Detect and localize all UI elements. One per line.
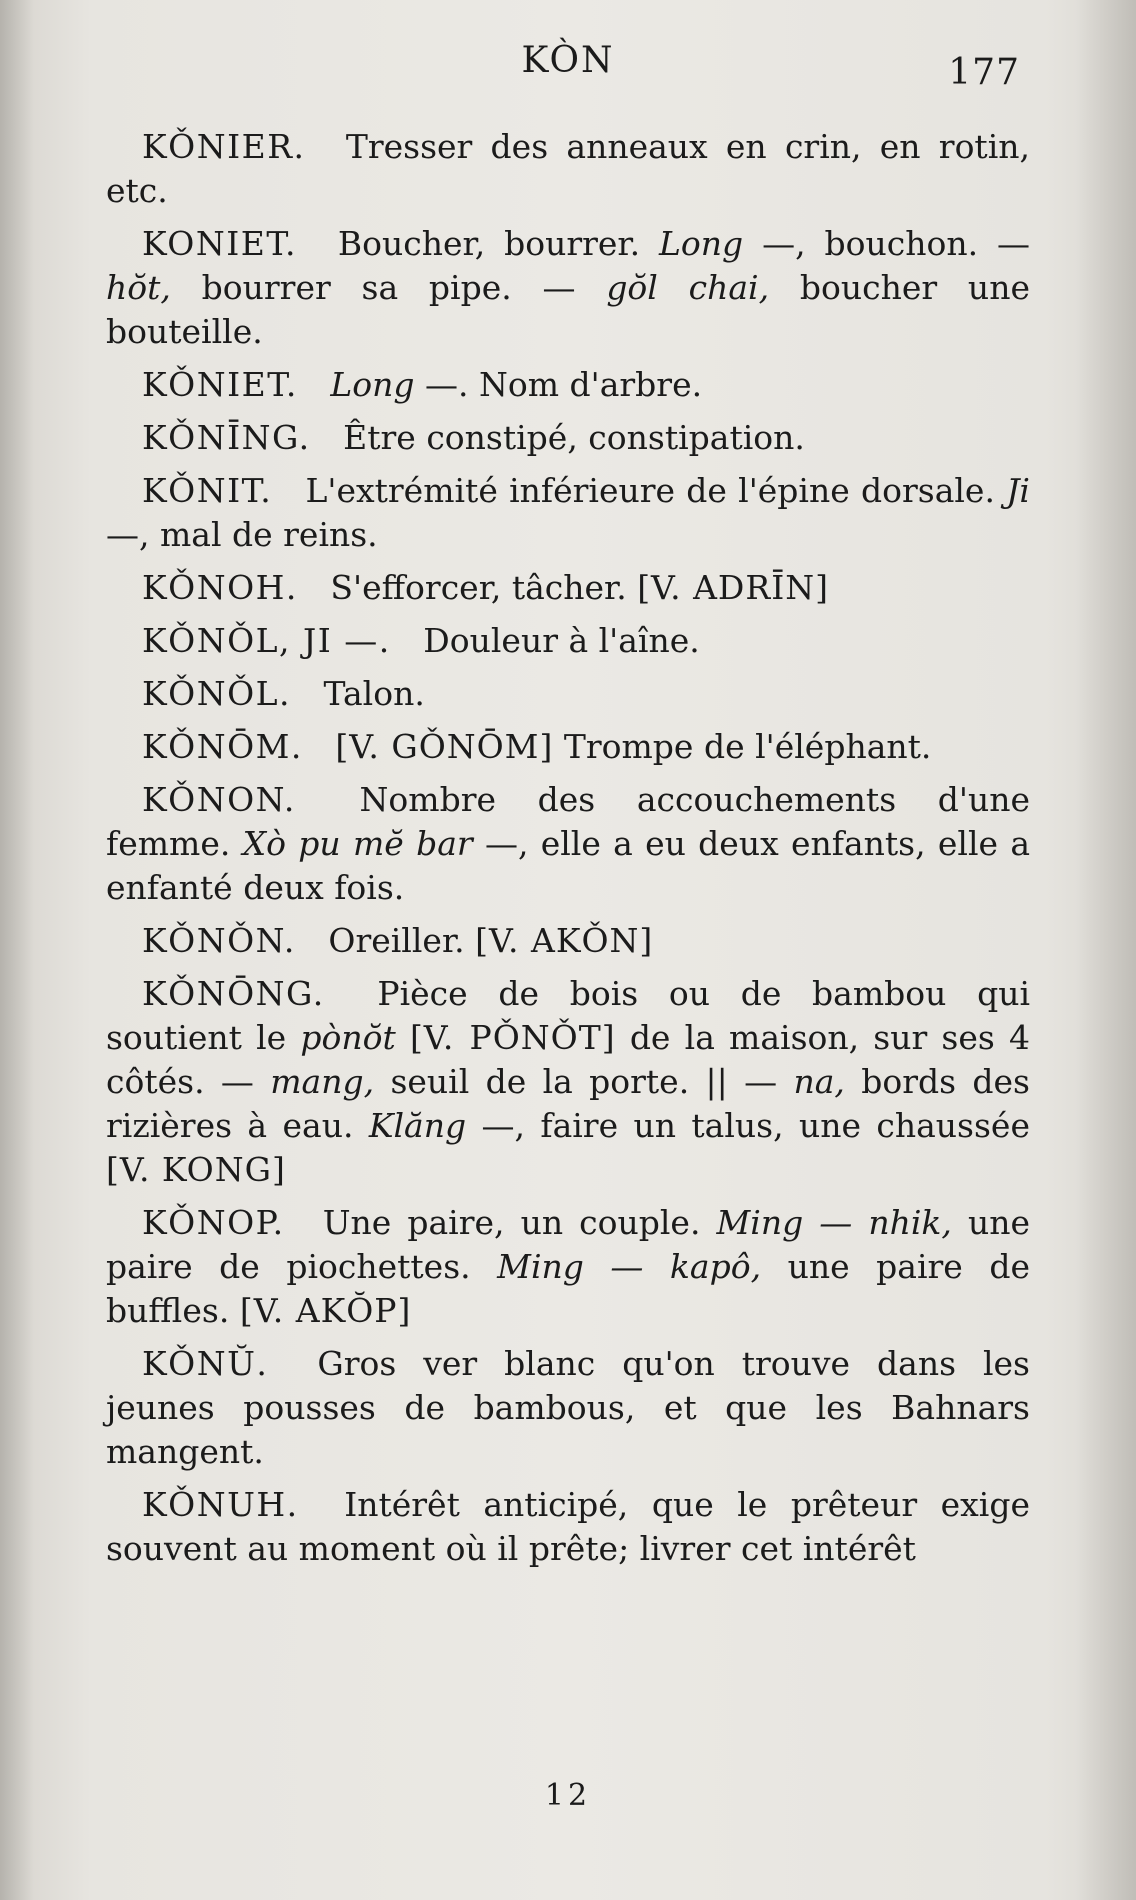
dictionary-entry bbox=[106, 972, 1030, 1192]
definition: —, elle a eu deux enfants, elle a enfanté deux fois. bbox=[106, 824, 1030, 907]
example-term: Long bbox=[658, 224, 744, 263]
dictionary-entry bbox=[106, 566, 1030, 610]
example-term: Xò pu mĕ bar bbox=[242, 824, 473, 863]
cross-reference: [V. ADRĪN] bbox=[637, 568, 830, 607]
example-term: gŏl chai, bbox=[606, 268, 770, 307]
dictionary-entry bbox=[106, 725, 1030, 769]
cross-reference: [V. KONG] bbox=[106, 1150, 286, 1189]
definition: seuil de la porte. || — bbox=[390, 1062, 778, 1101]
definition: une paire de buffles. bbox=[106, 1247, 1031, 1330]
definition: Talon. bbox=[323, 674, 425, 713]
example-term: Long bbox=[330, 365, 415, 404]
page-gutter-shadow bbox=[0, 0, 34, 1900]
definition: bords des rizières à eau. bbox=[106, 1062, 1030, 1145]
dictionary-entry bbox=[106, 469, 1030, 557]
definition: Oreiller. bbox=[328, 921, 465, 960]
dictionary-entry bbox=[106, 1342, 1030, 1474]
headword: KǑNIT. bbox=[142, 471, 273, 510]
definition: Une paire, un couple. bbox=[322, 1203, 701, 1242]
headword: KǑNON. bbox=[142, 780, 296, 819]
dictionary-entry bbox=[106, 416, 1030, 460]
example-term: na, bbox=[793, 1062, 845, 1101]
definition: —, bouchon. — bbox=[762, 224, 1030, 263]
page-edge-shadow bbox=[1076, 0, 1136, 1900]
definition: Intérêt anticipé, que le prêteur exige souvent au moment où il prête; livrer cet intérêt bbox=[106, 1485, 1030, 1568]
definition: Pièce de bois ou de bambou qui soutient le bbox=[106, 974, 1030, 1057]
example-term: Klăng bbox=[368, 1106, 467, 1145]
running-head: KÒN bbox=[521, 40, 615, 81]
headword: KǑNUH. bbox=[142, 1485, 299, 1524]
dictionary-entry bbox=[106, 1201, 1030, 1333]
headword: KǑNŬ. bbox=[142, 1344, 269, 1383]
definition: Gros ver blanc qu'on trouve dans les jeunes pousses de bambous, et que les Bahnars mangent. bbox=[106, 1344, 1030, 1471]
dictionary-entry bbox=[106, 125, 1030, 213]
headword: KǑNOH. bbox=[142, 568, 298, 607]
definition: Nombre des accouchements d'une femme. bbox=[106, 780, 1030, 863]
headword: KONIET. bbox=[142, 224, 297, 263]
dictionary-entry bbox=[106, 619, 1030, 663]
example-term: Ming — kapô, bbox=[497, 1247, 762, 1286]
headword: KǑNŌM. bbox=[142, 727, 303, 766]
example-term: hŏt, bbox=[106, 268, 171, 307]
dictionary-entry bbox=[106, 222, 1030, 354]
definition: Boucher, bourrer. bbox=[337, 224, 641, 263]
definition: S'efforcer, tâcher. bbox=[330, 568, 627, 607]
dictionary-entry bbox=[106, 778, 1030, 910]
headword: KǑNIER. bbox=[142, 127, 306, 166]
definition: Douleur à l'aîne. bbox=[423, 621, 700, 660]
definition: Tresser des anneaux en crin, en rotin, etc. bbox=[106, 127, 1030, 210]
page-number: 177 bbox=[948, 52, 1020, 93]
cross-reference: [V. AKŎP] bbox=[239, 1291, 412, 1330]
headword: KǑNĪNG. bbox=[142, 418, 311, 457]
headword: KǑNŌNG. bbox=[142, 974, 325, 1013]
dictionary-entry bbox=[106, 1483, 1030, 1571]
headword: KǑNOP. bbox=[142, 1203, 285, 1242]
definition: boucher une bouteille. bbox=[106, 268, 1030, 351]
headword: KǑNǑL. bbox=[142, 674, 292, 713]
headword: KǑNǑN. bbox=[142, 921, 296, 960]
example-term: pònŏt bbox=[300, 1018, 396, 1057]
definition: Être constipé, constipation. bbox=[343, 418, 805, 457]
example-term: mang, bbox=[270, 1062, 375, 1101]
headword: KǑNIET. bbox=[142, 365, 298, 404]
definition: bourrer sa pipe. — bbox=[201, 268, 576, 307]
cross-reference: [V. AKǑN] bbox=[475, 921, 654, 960]
cross-reference: [V. PǑNǑT] bbox=[409, 1018, 616, 1057]
cross-reference: [V. GǑNŌM] bbox=[335, 727, 554, 766]
dictionary-entries bbox=[106, 125, 1030, 1580]
example-term: Ji bbox=[1006, 471, 1030, 510]
dictionary-entry bbox=[106, 363, 1030, 407]
definition: L'extrémité inférieure de l'épine dorsale. bbox=[305, 471, 995, 510]
headword: KǑNǑL, JI —. bbox=[142, 621, 391, 660]
dictionary-entry bbox=[106, 919, 1030, 963]
dictionary-entry bbox=[106, 672, 1030, 716]
example-term: Ming — nhik, bbox=[716, 1203, 952, 1242]
definition: une paire de piochettes. bbox=[106, 1203, 1030, 1286]
definition: de la maison, sur ses 4 côtés. — bbox=[106, 1018, 1030, 1101]
printer-signature-mark: 12 bbox=[544, 1778, 592, 1813]
definition: —, faire un talus, une chaussée bbox=[481, 1106, 1030, 1145]
definition: —. Nom d'arbre. bbox=[425, 365, 703, 404]
definition: Trompe de l'éléphant. bbox=[563, 727, 932, 766]
definition: —, mal de reins. bbox=[106, 515, 378, 554]
